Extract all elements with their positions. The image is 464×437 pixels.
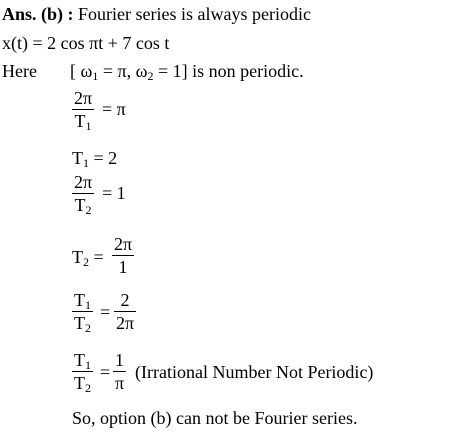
denominator	[72, 195, 94, 215]
numerator-subscript: 1	[85, 298, 91, 312]
denominator-subscript: 2	[85, 203, 92, 217]
fraction-2pi-over-t2	[72, 172, 94, 215]
fraction-1-over-pi	[113, 350, 126, 393]
denominator-symbol: T	[74, 111, 86, 131]
numerator: 1	[115, 350, 125, 370]
answer-text: Fourier series is always periodic	[78, 4, 311, 24]
t2-subscript: 2	[83, 255, 89, 269]
here-label: Here	[2, 61, 37, 81]
numerator-symbol: T	[74, 350, 85, 370]
t1-equation	[72, 148, 117, 168]
signal-definition: x(t) = 2 cos πt + 7 cos t	[2, 33, 170, 53]
numerator: 2π	[114, 234, 133, 254]
t2-equals: =	[89, 247, 104, 267]
denominator: π	[115, 373, 125, 393]
omega2-subscript: 2	[147, 69, 154, 83]
t1-symbol: T	[72, 148, 83, 168]
equals-sign: =	[100, 362, 111, 382]
denominator	[72, 111, 94, 131]
answer-line	[2, 4, 311, 24]
fraction-bar	[72, 193, 94, 194]
denominator	[72, 313, 93, 333]
numerator: 2	[120, 290, 130, 310]
here-statement	[70, 61, 304, 81]
fraction-t1-over-t2-second	[72, 350, 93, 393]
t1-subscript: 1	[83, 156, 89, 170]
denominator-symbol: T	[74, 313, 85, 333]
irrational-note: (Irrational Number Not Periodic)	[135, 362, 374, 382]
equals-one: = 1	[102, 183, 126, 203]
here-text-post: = 1] is non periodic.	[153, 61, 304, 81]
fraction-2pi-over-t1	[72, 88, 94, 131]
t2-lhs	[72, 247, 104, 267]
numerator: 2π	[74, 172, 93, 192]
conclusion: So, option (b) can not be Fourier series.	[72, 408, 358, 428]
denominator-subscript: 1	[85, 119, 92, 133]
numerator	[72, 350, 93, 370]
numerator: 2π	[74, 88, 93, 108]
fraction-t1-over-t2	[72, 290, 93, 333]
denominator-subscript: 2	[85, 321, 91, 335]
numerator	[72, 290, 93, 310]
denominator-subscript: 2	[85, 381, 91, 395]
t1-value: = 2	[89, 148, 118, 168]
fraction-2pi-over-1	[112, 234, 134, 277]
answer-label: Ans. (b) :	[2, 4, 74, 24]
fraction-bar	[72, 109, 94, 110]
fraction-bar	[112, 255, 134, 256]
fraction-bar	[113, 371, 126, 372]
fraction-bar	[114, 311, 136, 312]
denominator: 1	[118, 257, 128, 277]
here-text-pre: [ ω	[70, 61, 93, 81]
equals-sign: =	[100, 302, 111, 322]
denominator	[72, 373, 93, 393]
equals-pi: = π	[102, 99, 126, 119]
numerator-subscript: 1	[85, 358, 91, 372]
omega1-subscript: 1	[92, 69, 99, 83]
denominator: 2π	[116, 313, 135, 333]
numerator-symbol: T	[74, 290, 85, 310]
fraction-2-over-2pi	[114, 290, 136, 333]
here-text-mid: = π, ω	[98, 61, 148, 81]
t2-symbol: T	[72, 247, 83, 267]
denominator-symbol: T	[74, 195, 86, 215]
denominator-symbol: T	[74, 373, 85, 393]
